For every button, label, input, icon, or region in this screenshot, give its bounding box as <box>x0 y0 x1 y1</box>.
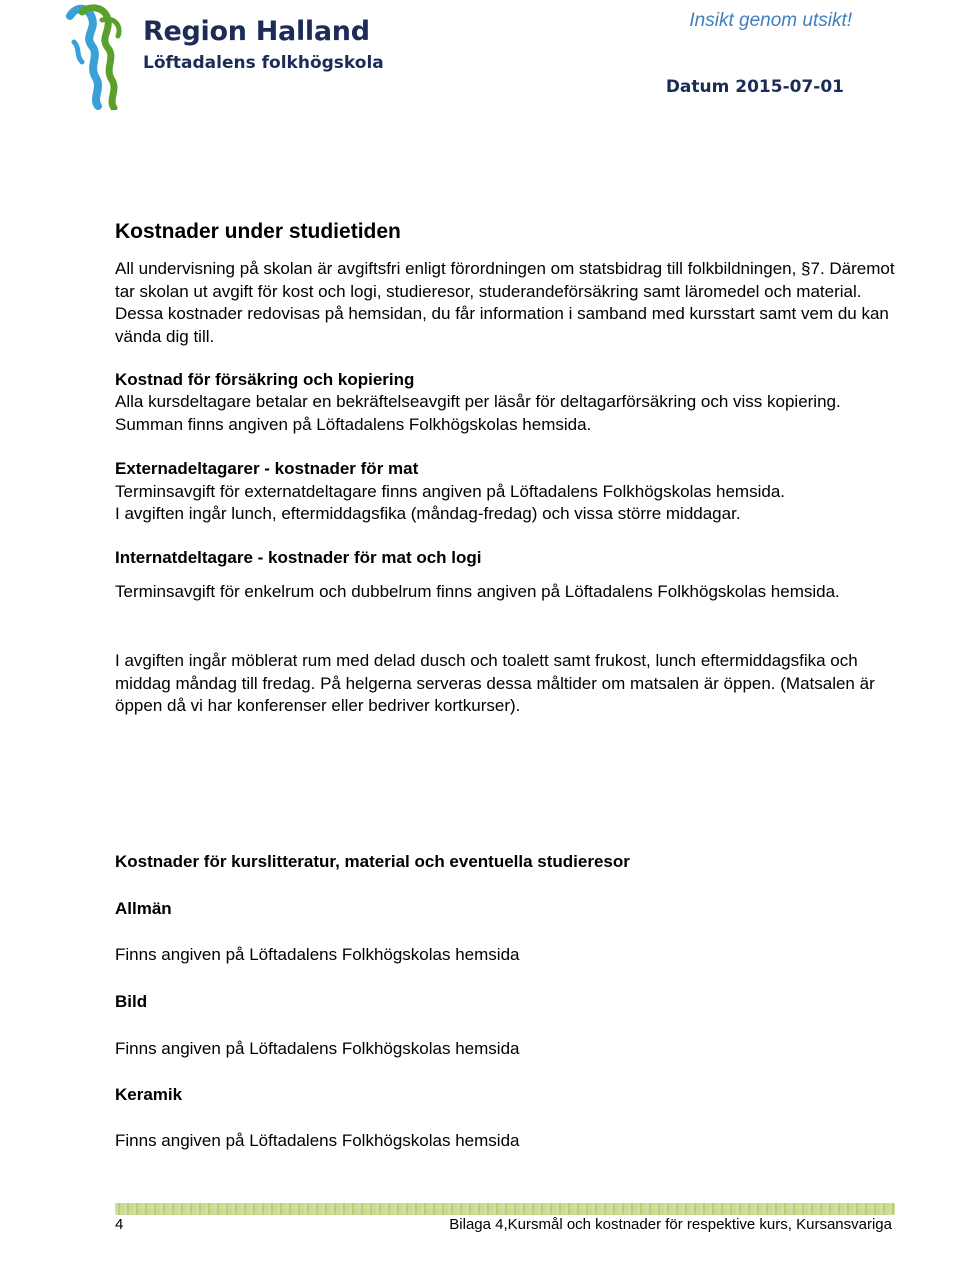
section-heading-study-costs: Kostnader under studietiden <box>115 220 401 243</box>
external-paragraph-1: Terminsavgift för externatdeltagare finns angiven på Löftadalens Folkhögskolas hemsida. <box>115 482 785 501</box>
section-heading-course-materials: Kostnader för kurslitteratur, material och eventuella studieresor <box>115 852 630 871</box>
tagline: Insikt genom utsikt! <box>689 10 852 31</box>
course-title-allman: Allmän <box>115 899 172 918</box>
external-heading: Externadeltagarer - kostnader för mat <box>115 459 419 478</box>
footer-decorative-rule <box>115 1203 895 1215</box>
course-text-allman: Finns angiven på Löftadalens Folkhögskolas hemsida <box>115 945 520 964</box>
insurance-paragraph: Alla kursdeltagare betalar en bekräftelseavgift per läsår för deltagarförsäkring och viss kopiering. Summan finns angiven på Löftadalens Folkhögskolas hemsida. <box>115 392 841 434</box>
course-title-bild: Bild <box>115 992 148 1011</box>
school-name: Löftadalens folkhögskola <box>143 53 384 73</box>
internal-paragraph-2: I avgiften ingår möblerat rum med delad dusch och toalett samt frukost, lunch eftermiddagsfika och middag måndag till fredag. På helgerna serveras dessa måltider om matsalen är öppen. (Matsalen är öppen då vi har konferenser eller bedriver kortkurser). <box>115 651 875 715</box>
insurance-heading: Kostnad för försäkring och kopiering <box>115 370 415 389</box>
document-date: Datum 2015-07-01 <box>665 77 844 97</box>
course-title-keramik: Keramik <box>115 1085 183 1104</box>
course-text-bild: Finns angiven på Löftadalens Folkhögskolas hemsida <box>115 1039 520 1058</box>
intro-paragraph: All undervisning på skolan är avgiftsfri enligt förordningen om statsbidrag till folkbildningen, §7. Däremot tar skolan ut avgift för kost och logi, studieresor, studerandeförsäkring samt läromedel och material. Dessa kostnader redovisas på hemsidan, du får information i samband med kursstart samt vem du kan vända dig till. <box>115 259 895 346</box>
region-halland-logo <box>62 2 152 110</box>
external-paragraph-2: I avgiften ingår lunch, eftermiddagsfika (måndag-fredag) och vissa större middagar. <box>115 504 741 523</box>
page-number: 4 <box>115 1216 124 1233</box>
organization-name: Region Halland <box>143 16 370 47</box>
footer-text: Bilaga 4,Kursmål och kostnader för respektive kurs, Kursansvariga <box>449 1216 892 1233</box>
internal-heading: Internatdeltagare - kostnader för mat och logi <box>115 548 482 567</box>
internal-paragraph-1: Terminsavgift för enkelrum och dubbelrum finns angiven på Löftadalens Folkhögskolas hemsida. <box>115 582 840 601</box>
course-text-keramik: Finns angiven på Löftadalens Folkhögskolas hemsida <box>115 1131 520 1150</box>
